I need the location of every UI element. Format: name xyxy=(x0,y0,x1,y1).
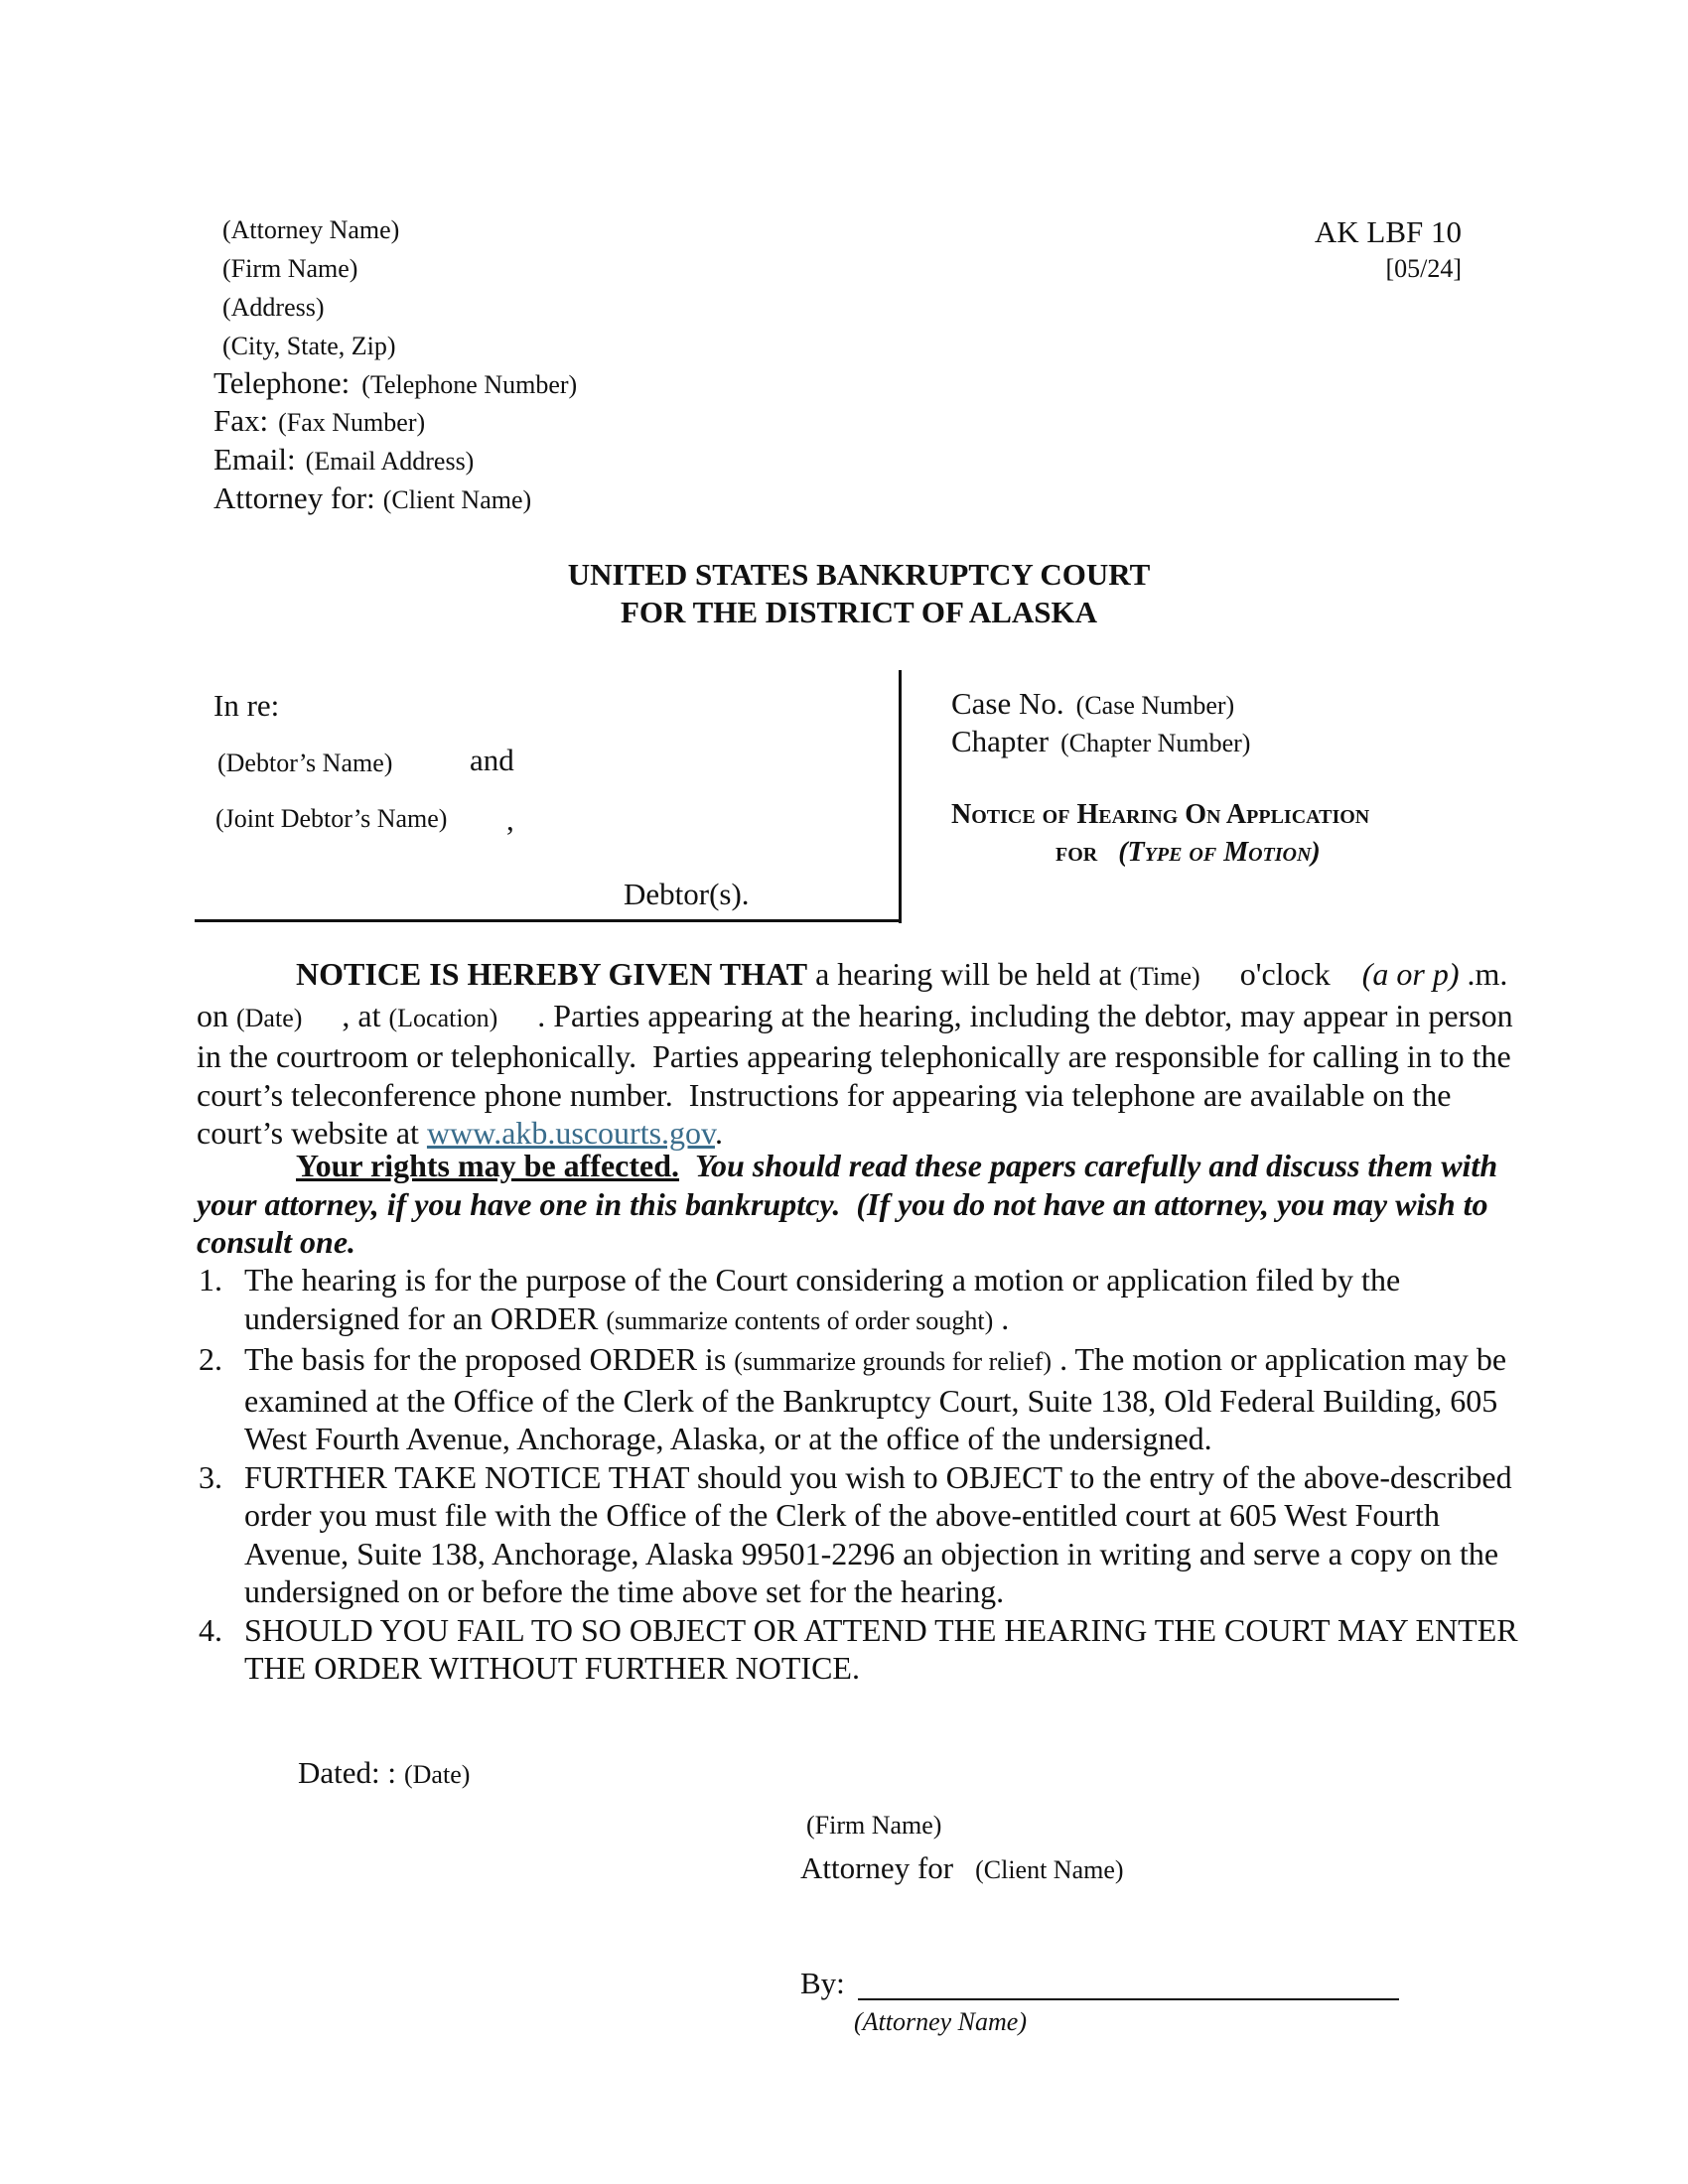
caption-bottom-rule xyxy=(195,919,902,922)
item-text-end: . The motion or application may be examined at the Office of the Clerk of the Bankruptcy Court, Suite 138, Old Federal Building, 605 West Fourth Avenue, Anchorage, Alaska, or at the office of the undersigned. xyxy=(244,1341,1507,1456)
item-text: The basis for the proposed ORDER is xyxy=(244,1341,735,1377)
dated-date-field[interactable]: (Date) xyxy=(404,1760,471,1789)
item-text-end: . xyxy=(1001,1299,1010,1336)
item-text: FURTHER TAKE NOTICE THAT should you wish to OBJECT to the entry of the above-described order you must file with the Office of the Clerk of the above-entitled court at 605 West Fourth Avenue, Suite 138, Anchorage, Alaska 99501-2296 an objection in writing and serve a copy on the undersigned on or before the time above set for the hearing. xyxy=(244,1458,1512,1609)
signature-attorney-for-line xyxy=(800,1850,1124,1886)
form-id: AK LBF 10 xyxy=(1314,214,1462,249)
notice-lead: NOTICE IS HEREBY GIVEN THAT xyxy=(296,956,808,992)
court-website-link[interactable]: www.akb.uscourts.gov xyxy=(426,1115,715,1151)
case-no-line xyxy=(951,686,1234,722)
notice-paragraph xyxy=(197,955,1523,1153)
notice-period: . xyxy=(714,1115,723,1151)
case-number-field[interactable]: (Case Number) xyxy=(1075,691,1235,720)
a-or-p-field[interactable]: (a or p) xyxy=(1361,956,1460,992)
fax-field[interactable]: (Fax Number) xyxy=(278,408,426,437)
signature-firm-name-field[interactable]: (Firm Name) xyxy=(806,1811,942,1840)
attorney-for-label: Attorney for: xyxy=(213,480,375,515)
list-item xyxy=(189,1340,1524,1458)
form-date: [05/24] xyxy=(1385,254,1462,283)
telephone-label: Telephone: xyxy=(213,365,351,400)
attorney-for-line xyxy=(213,480,531,516)
oclock-text: o'clock xyxy=(1239,956,1331,992)
chapter-line xyxy=(951,724,1250,759)
chapter-label: Chapter xyxy=(951,724,1050,758)
order-sought-field[interactable]: (summarize contents of order sought) xyxy=(606,1305,994,1335)
notice-text-2: . Parties appearing at the hearing, including the debtor, may appear in person in the courtroom or telephonically. Parties appearing telephonically are responsible for calling in to the court’s teleconference phone number. Instructions for appearing via telephone are available on the court’s website at xyxy=(197,997,1521,1151)
attorney-name-field[interactable]: (Attorney Name) xyxy=(222,215,400,244)
grounds-for-relief-field[interactable]: (summarize grounds for relief) xyxy=(734,1347,1053,1376)
debtors-label: Debtor(s). xyxy=(624,877,750,911)
dated-label: Dated: : xyxy=(298,1755,396,1790)
court-title-line1: UNITED STATES BANKRUPTCY COURT xyxy=(567,557,1151,592)
firm-name-field[interactable]: (Firm Name) xyxy=(222,254,358,283)
list-item xyxy=(189,1261,1524,1340)
rights-lead: Your rights may be affected. xyxy=(296,1148,680,1183)
caption-comma: , xyxy=(506,802,514,837)
in-re-label: In re: xyxy=(213,688,280,723)
email-field[interactable]: (Email Address) xyxy=(305,447,475,476)
notice-text-1: a hearing will be held at xyxy=(807,956,1130,992)
joint-debtor-name-field[interactable]: (Joint Debtor’s Name) xyxy=(215,804,448,833)
notice-title-for: for xyxy=(1055,837,1098,868)
list-item xyxy=(189,1611,1524,1688)
chapter-number-field[interactable]: (Chapter Number) xyxy=(1060,729,1251,757)
hearing-date-field[interactable]: (Date) xyxy=(236,1003,303,1032)
item-number: 2. xyxy=(199,1341,222,1377)
city-state-zip-field[interactable]: (City, State, Zip) xyxy=(222,332,396,360)
item-number: 4. xyxy=(199,1611,222,1648)
item-text: The hearing is for the purpose of the Court considering a motion or application filed by the undersigned for an ORDER xyxy=(244,1262,1401,1336)
item-number: 1. xyxy=(199,1262,222,1297)
email-label: Email: xyxy=(213,442,296,477)
list-item xyxy=(189,1458,1524,1611)
address-field[interactable]: (Address) xyxy=(222,293,325,322)
signature-attorney-name-field[interactable]: (Attorney Name) xyxy=(854,2007,1028,2036)
email-line xyxy=(213,442,474,478)
telephone-field[interactable]: (Telephone Number) xyxy=(361,370,578,399)
fax-label: Fax: xyxy=(213,403,269,438)
signature-client-name-field[interactable]: (Client Name) xyxy=(975,1855,1124,1884)
dated-line xyxy=(298,1755,470,1791)
caption-vertical-rule xyxy=(899,670,902,923)
time-field[interactable]: (Time) xyxy=(1129,962,1200,991)
notice-title-line1: Notice of Hearing On Application xyxy=(951,799,1370,830)
type-of-motion-field[interactable]: (Type of Motion) xyxy=(1118,837,1321,868)
client-name-field[interactable]: (Client Name) xyxy=(382,485,532,514)
court-title-line2: FOR THE DISTRICT OF ALASKA xyxy=(620,595,1098,629)
signature-line[interactable] xyxy=(858,1998,1399,2000)
signature-attorney-for-label: Attorney for xyxy=(800,1850,954,1885)
item-text: SHOULD YOU FAIL TO SO OBJECT OR ATTEND THE HEARING THE COURT MAY ENTER THE ORDER WITHOUT FURTHER NOTICE. xyxy=(244,1611,1518,1686)
notice-items-list xyxy=(189,1261,1524,1688)
fax-line xyxy=(213,403,425,439)
at-text: , at xyxy=(342,997,389,1033)
location-field[interactable]: (Location) xyxy=(388,1003,498,1032)
rights-paragraph xyxy=(197,1147,1523,1262)
m-on-text: .m. on xyxy=(197,956,1516,1033)
item-number: 3. xyxy=(199,1458,222,1495)
and-label: and xyxy=(470,743,514,777)
rights-text: You should read these papers carefully and discuss them with your attorney, if you have one in this bankruptcy. (If you do not have an attorney, you may wish to consult one. xyxy=(197,1148,1506,1260)
debtor-name-field[interactable]: (Debtor’s Name) xyxy=(217,749,393,777)
case-no-label: Case No. xyxy=(951,686,1064,721)
by-label: By: xyxy=(800,1966,845,2000)
telephone-line xyxy=(213,365,577,401)
notice-title-line2 xyxy=(1055,837,1321,869)
